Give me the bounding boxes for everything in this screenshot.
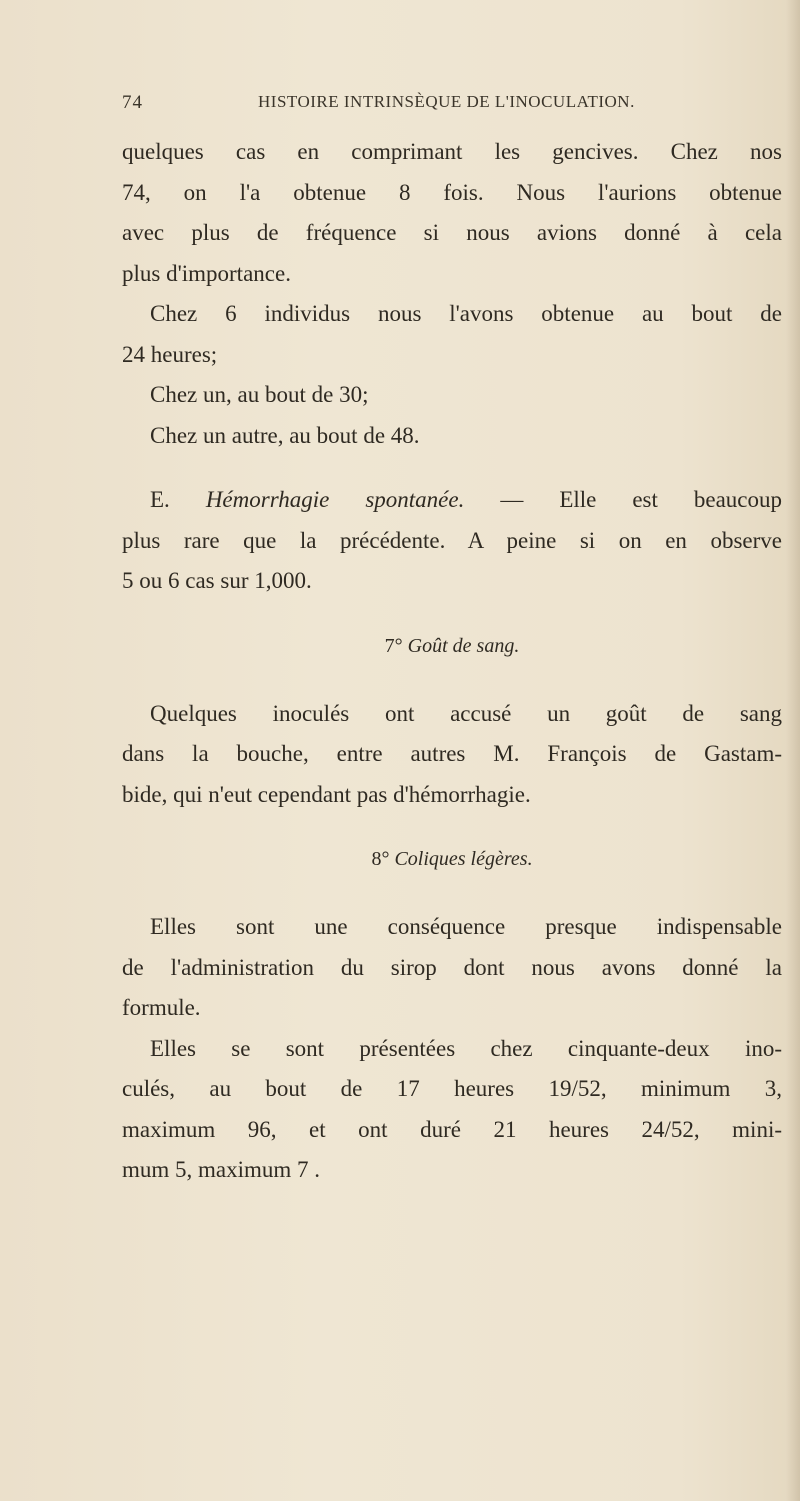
text-line: culés, au bout de 17 heures 19/52, minimum 3, xyxy=(122,1076,782,1101)
text-line: maximum 96, et ont duré 21 heures 24/52, mini- xyxy=(122,1116,782,1142)
paragraph-hemorrhagie xyxy=(122,480,782,602)
text-line: Chez 6 individus nous l'avons obtenue au bout de xyxy=(150,301,782,326)
section-heading xyxy=(122,626,782,666)
text-line: Chez un autre, au bout de 48. xyxy=(150,422,420,448)
text-line: Chez un, au bout de 30; xyxy=(150,382,369,407)
text-line: quelques cas en comprimant les gencives. Chez nos xyxy=(122,139,782,164)
running-header xyxy=(122,92,682,122)
paragraph xyxy=(122,694,782,816)
text-line: Elles se sont présentées chez cinquante-deux ino- xyxy=(150,1035,782,1061)
text-line: plus d'importance. xyxy=(122,260,291,286)
section-title: Coliques légères. xyxy=(394,848,533,870)
text-line: formule. xyxy=(122,995,201,1020)
text-line: 74, on l'a obtenue 8 fois. Nous l'aurions obtenue xyxy=(122,179,782,205)
paragraph xyxy=(122,1029,782,1191)
text-line: Elles sont une conséquence presque indispensable xyxy=(150,914,782,939)
spacer xyxy=(122,879,782,907)
spacer xyxy=(122,815,782,839)
page-edge-shadow xyxy=(786,0,800,1501)
text-line: mum 5, maximum 7 . xyxy=(122,1157,321,1182)
paragraph xyxy=(122,132,782,294)
page-number: 74 xyxy=(122,92,143,113)
section-title: Hémorrhagie spontanée. xyxy=(205,487,465,512)
section-title: Goût de sang. xyxy=(407,634,520,657)
section-letter: E. xyxy=(150,487,170,512)
text-line: avec plus de fréquence si nous avions donné à cela xyxy=(122,220,782,245)
spacer xyxy=(122,666,782,694)
text-run: — Elle est beaucoup xyxy=(500,487,783,512)
body-text xyxy=(122,132,782,1191)
text-line: Quelques inoculés ont accusé un goût de sang xyxy=(150,700,782,726)
text-line: dans la bouche, entre autres M. François de Gastam- xyxy=(122,741,782,766)
running-title: HISTOIRE INTRINSÈQUE DE L'INOCULATION. xyxy=(258,92,635,111)
text-line: 5 ou 6 cas sur 1,000. xyxy=(122,568,312,593)
section-number: 7° xyxy=(384,634,403,657)
section-number: 8° xyxy=(371,848,390,870)
text-line xyxy=(122,480,782,521)
text-line: bide, qui n'eut cependant pas d'hémorrhagie. xyxy=(122,781,531,807)
paragraph xyxy=(122,907,782,1029)
spacer xyxy=(122,602,782,626)
section-heading xyxy=(122,839,782,879)
text-line: plus rare que la précédente. A peine si on en observe xyxy=(122,527,782,553)
text-line: de l'administration du sirop dont nous avons donné la xyxy=(122,954,782,980)
paragraph xyxy=(122,294,782,375)
spacer xyxy=(122,456,782,480)
text-line: 24 heures; xyxy=(122,341,218,367)
